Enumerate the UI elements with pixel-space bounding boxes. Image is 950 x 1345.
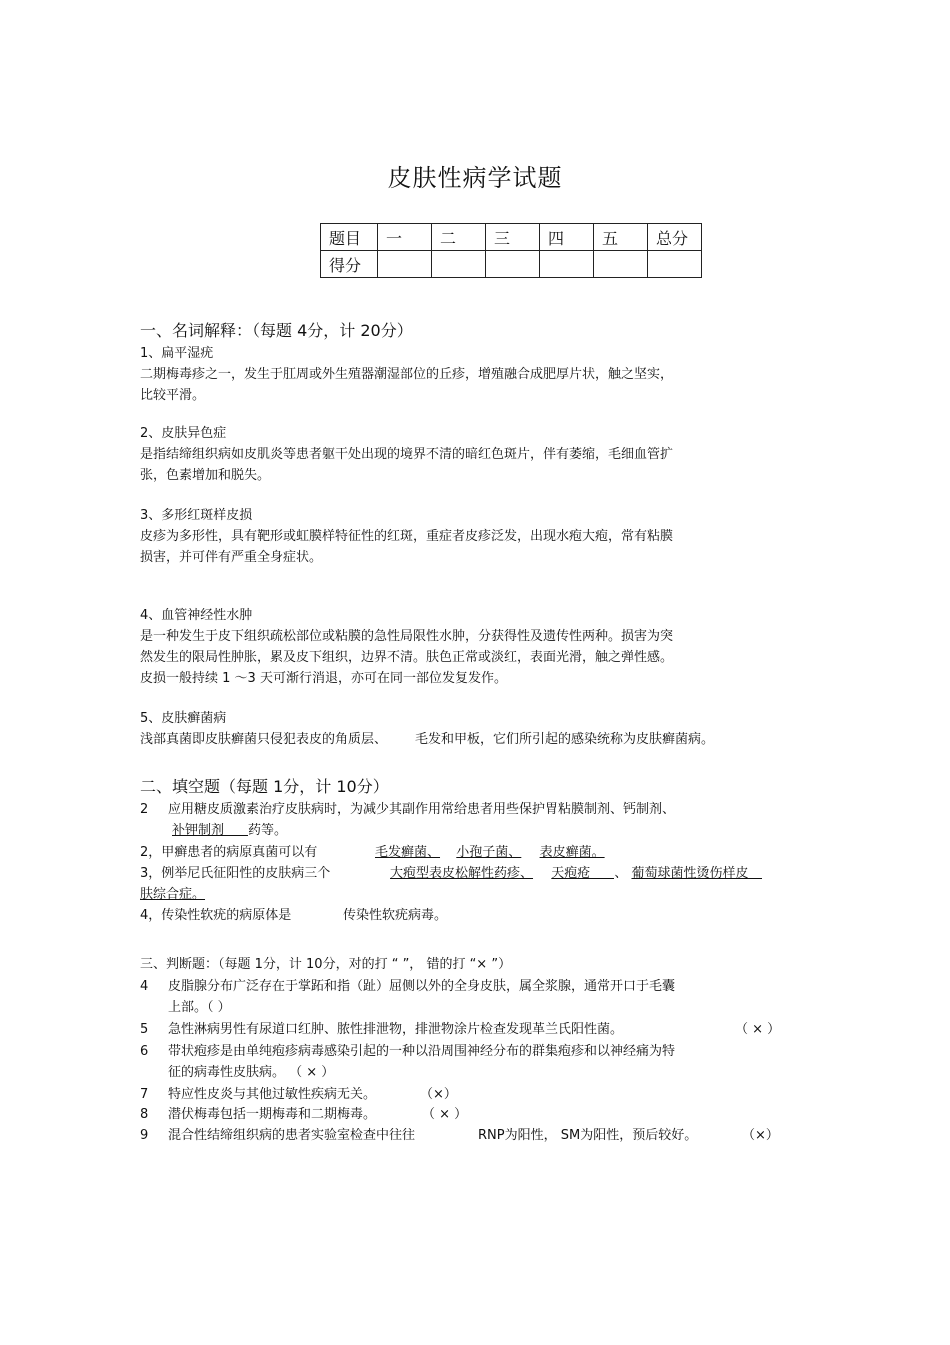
term-definition-line: 张，色素增加和脱失。: [140, 468, 271, 483]
term-item: [140, 423, 673, 486]
score-cell[interactable]: [486, 251, 540, 278]
term-definition-part: 浅部真菌即皮肤癣菌只侵犯表皮的角质层、: [140, 732, 388, 747]
term-title: 3、多形红斑样皮损: [140, 508, 253, 523]
judge-mark: （ × ）: [422, 1107, 468, 1122]
term-title: 2、皮肤异色症: [140, 426, 227, 441]
question-number: 5: [140, 1022, 149, 1037]
score-header-cell: 三: [486, 224, 540, 251]
fill-answers: [343, 905, 447, 926]
term-definition-line: 皮疹为多形性，具有靶形或虹膜样特征性的红斑，重症者皮疹泛发，出现水疱大疱，常有粘膜: [140, 529, 674, 544]
term-definition-part: 毛发和甲板，它们所引起的感染统称为皮肤癣菌病。: [415, 732, 715, 747]
fill-answer: 传染性软疣病毒。: [343, 908, 448, 923]
section3-heading: 三、判断题：（每题 1分，计 10分，对的打 “ ”， 错的打 “× ”）: [140, 957, 512, 972]
question-text: 3，例举尼氏征阳性的皮肤病三个: [140, 866, 331, 881]
score-header-cell: 二: [432, 224, 486, 251]
fill-answer: 葡萄球菌性烫伤样皮: [631, 866, 749, 881]
term-definition-line: 皮损一般持续 1 ～3 天可渐行消退，亦可在同一部位发复发作。: [140, 671, 507, 686]
fill-answer: 、: [614, 866, 628, 881]
fill-question: [140, 863, 330, 884]
question-number: 6: [140, 1044, 149, 1059]
score-header-cell: 一: [378, 224, 432, 251]
question-text: 皮脂腺分布广泛存在于掌跖和指（趾）屈侧以外的全身皮肤，属全浆腺，通常开口于毛囊: [168, 979, 676, 994]
fill-answer: 毛发癣菌、: [375, 845, 441, 860]
section1-heading: 一、名词解释：（每题 4分，计 20分）: [140, 321, 413, 340]
fill-answers: [375, 842, 605, 863]
judge-question: [140, 1125, 415, 1146]
term-item: [140, 708, 714, 750]
question-text: 急性淋病男性有尿道口红肿、脓性排泄物，排泄物涂片检查发现革兰氏阳性菌。: [168, 1022, 624, 1037]
page-title: 皮肤性病学试题: [387, 164, 563, 192]
score-header-cell: 总分: [648, 224, 702, 251]
term-title: 1、扁平湿疣: [140, 346, 214, 361]
term-definition-line: 二期梅毒疹之一，发生于肛周或外生殖器潮湿部位的丘疹，增殖融合成肥厚片状，触之坚实，: [140, 367, 674, 382]
question-number: 4: [140, 979, 149, 994]
fill-question: [140, 842, 317, 863]
judge-mark: （×）: [742, 1128, 779, 1143]
question-text: 2，甲癣患者的病原真菌可以有: [140, 845, 318, 860]
question-text: 上部。（ ）: [168, 1000, 231, 1015]
score-table-score-row: [321, 251, 702, 278]
judge-question: [140, 1104, 376, 1125]
fill-answer: 肤综合症。: [140, 887, 206, 902]
question-text: 药等。: [248, 823, 288, 838]
score-header-cell: 题目: [321, 224, 378, 251]
score-header-cell: 四: [540, 224, 594, 251]
fill-answers: [390, 863, 762, 884]
question-text: 征的病毒性皮肤病。 （ × ）: [168, 1065, 335, 1080]
fill-answer-line: [172, 820, 287, 841]
term-title: 5、皮肤癣菌病: [140, 711, 227, 726]
score-table-header-row: [321, 224, 702, 251]
judge-question: [140, 976, 675, 1018]
score-cell[interactable]: [594, 251, 648, 278]
fill-answer: 小孢子菌、: [456, 845, 522, 860]
question-text: 潜伏梅毒包括一期梅毒和二期梅毒。: [168, 1107, 377, 1122]
score-cell[interactable]: [648, 251, 702, 278]
term-definition-line: 是指结缔组织病如皮肌炎等患者躯干处出现的境界不清的暗红色斑片，伴有萎缩，毛细血管扩: [140, 447, 674, 462]
score-cell[interactable]: [378, 251, 432, 278]
fill-answer-line: [140, 884, 205, 905]
fill-question: [140, 905, 291, 926]
question-number: 9: [140, 1128, 149, 1143]
section2-heading: 二、填空题（每题 1分，计 10分）: [140, 777, 389, 796]
term-item: [140, 505, 673, 568]
judge-question: [140, 1019, 623, 1040]
term-definition-line: [140, 729, 714, 750]
score-row-label: 得分: [321, 251, 378, 278]
question-text: 应用糖皮质激素治疗皮肤病时，为减少其副作用常给患者用些保护胃粘膜制剂、钙制剂、: [168, 802, 676, 817]
score-header-cell: 五: [594, 224, 648, 251]
score-cell[interactable]: [432, 251, 486, 278]
question-number: 8: [140, 1107, 149, 1122]
score-cell[interactable]: [540, 251, 594, 278]
score-table: [320, 223, 702, 278]
term-definition-line: 比较平滑。: [140, 388, 206, 403]
term-title: 4、血管神经性水肿: [140, 608, 253, 623]
judge-mark: （ × ）: [735, 1022, 781, 1037]
question-text: 带状疱疹是由单纯疱疹病毒感染引起的一种以沿周围神经分布的群集疱疹和以神经痛为特: [168, 1044, 676, 1059]
question-text: 特应性皮炎与其他过敏性疾病无关。: [168, 1087, 377, 1102]
question-text: 混合性结缔组织病的患者实验室检查中往往: [168, 1128, 416, 1143]
term-item: [140, 343, 673, 406]
judge-mark: （×）: [420, 1087, 457, 1102]
question-text: RNP为阳性， SM为阳性，预后较好。: [478, 1128, 698, 1143]
question-number: 2: [140, 802, 149, 817]
fill-answer: 天疱疮: [551, 866, 591, 881]
term-definition-line: 然发生的限局性肿胀，累及皮下组织，边界不清。肤色正常或淡红，表面光滑，触之弹性感。: [140, 650, 674, 665]
term-item: [140, 605, 673, 689]
fill-answer: 大疱型表皮松解性药疹、: [390, 866, 534, 881]
term-definition-line: 损害，并可伴有严重全身症状。: [140, 550, 323, 565]
fill-answer: 补钾制剂: [172, 823, 225, 838]
question-text: 4，传染性软疣的病原体是: [140, 908, 292, 923]
fill-question: [140, 799, 675, 820]
term-definition-line: 是一种发生于皮下组织疏松部位或粘膜的急性局限性水肿，分获得性及遗传性两种。损害为突: [140, 629, 674, 644]
judge-question: [140, 1084, 376, 1105]
fill-answer: 表皮癣菌。: [539, 845, 605, 860]
question-number: 7: [140, 1087, 149, 1102]
judge-question: [140, 1041, 675, 1083]
